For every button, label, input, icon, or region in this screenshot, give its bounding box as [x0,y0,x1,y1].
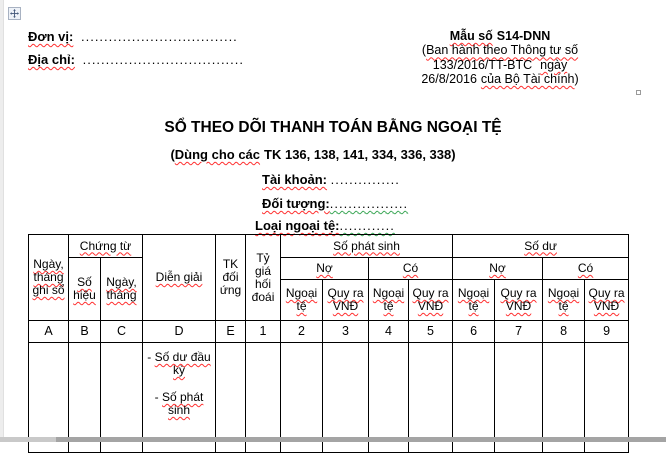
empty-data-cell[interactable] [69,343,101,453]
column-code: 7 [495,321,543,343]
column-code: 4 [369,321,409,343]
form-code-line2: (Ban hành theo Thông tư số [421,43,579,58]
currency-label: Loại ngoại tệ: [255,218,340,233]
form-code-line4: 26/8/2016 của Bộ Tài chính) [421,72,579,87]
table-move-handle[interactable] [8,7,21,20]
opening-balance-row-label: - Số dư đầu kỳ [147,350,211,377]
unit-line [28,29,238,44]
subcol-vnd-equivalent: Quy ra VNĐ [495,280,543,321]
object-fill-in[interactable]: ................. [329,196,409,211]
tracking-table [28,234,629,453]
subcol-vnd-equivalent: Quy ra VNĐ [323,280,369,321]
col-header-balance-group: Số dư [453,235,629,258]
empty-data-cell[interactable] [281,343,323,453]
form-code-block [372,29,628,87]
object-anchor-square[interactable] [636,90,641,95]
account-label: Tài khoản: [262,172,328,187]
col-header-debit-balance: Nợ [453,258,543,280]
account-fill-in[interactable]: ............... [330,172,400,187]
unit-fill-in[interactable]: .................................. [80,29,238,44]
col-header-voucher-no: Số hiệu [69,258,101,321]
document-title: SỔ THEO DÕI THANH TOÁN BẰNG NGOẠI TỆ [164,119,502,136]
column-code: D [143,321,216,343]
move-arrows-icon [10,9,19,18]
incurred-row-label: - Số phát sinh [154,390,204,417]
document-subtitle: (Dùng cho các TK 136, 138, 141, 334, 336, 338) [170,147,456,162]
address-line [28,52,244,67]
col-header-offset-account: TK đối ứng [216,235,246,321]
col-header-credit-balance: Có [543,258,629,280]
column-code: A [29,321,69,343]
empty-data-cell[interactable] [543,343,585,453]
window-bottom-edge-left [0,437,56,442]
address-fill-in[interactable]: ................................... [82,52,245,67]
subcol-foreign-currency: Ngoại tệ [281,280,323,321]
empty-data-cell[interactable] [409,343,453,453]
col-header-credit-incurred: Có [369,258,453,280]
empty-data-cell[interactable] [29,343,69,453]
empty-data-cell[interactable] [101,343,143,453]
subcol-vnd-equivalent: Quy ra VNĐ [409,280,453,321]
unit-label: Đơn vị: [28,29,74,44]
currency-line [255,218,395,233]
subcol-foreign-currency: Ngoại tệ [369,280,409,321]
object-line [262,196,408,211]
subcol-foreign-currency: Ngoại tệ [543,280,585,321]
empty-data-cell[interactable] [495,343,543,453]
description-cell[interactable] [143,343,216,453]
page-left-edge [0,0,4,442]
object-label: Đối tượng: [262,196,330,211]
column-code: 6 [453,321,495,343]
empty-data-cell[interactable] [216,343,246,453]
form-code-line3: 133/2016/TT-BTC ngày [432,57,568,72]
subcol-foreign-currency: Ngoại tệ [453,280,495,321]
column-code: 3 [323,321,369,343]
column-code: 1 [246,321,281,343]
empty-data-cell[interactable] [246,343,281,453]
column-code: 9 [585,321,629,343]
subcol-vnd-equivalent: Quy ra VNĐ [585,280,629,321]
col-header-voucher-group: Chứng từ [69,235,143,258]
window-bottom-edge [0,437,666,442]
column-code: C [101,321,143,343]
currency-fill-in[interactable]: ............ [339,218,395,233]
col-header-exchange-rate: Tỷ giá hối đoái [246,235,281,321]
column-code: 5 [409,321,453,343]
column-code: 2 [281,321,323,343]
col-header-incurred-group: Số phát sinh [281,235,453,258]
col-header-date-recorded: Ngày, tháng ghi sổ [29,235,69,321]
empty-data-cell[interactable] [585,343,629,453]
empty-data-cell[interactable] [453,343,495,453]
account-line [262,172,400,187]
column-code: 8 [543,321,585,343]
column-code: E [216,321,246,343]
empty-data-cell[interactable] [369,343,409,453]
form-code-line1: Mẫu số S14-DNN [449,29,551,43]
address-label: Địa chỉ: [28,52,75,67]
col-header-description: Diễn giải [143,235,216,321]
col-header-voucher-date: Ngày, tháng [101,258,143,321]
column-code: B [69,321,101,343]
empty-data-cell[interactable] [323,343,369,453]
col-header-debit-incurred: Nợ [281,258,369,280]
